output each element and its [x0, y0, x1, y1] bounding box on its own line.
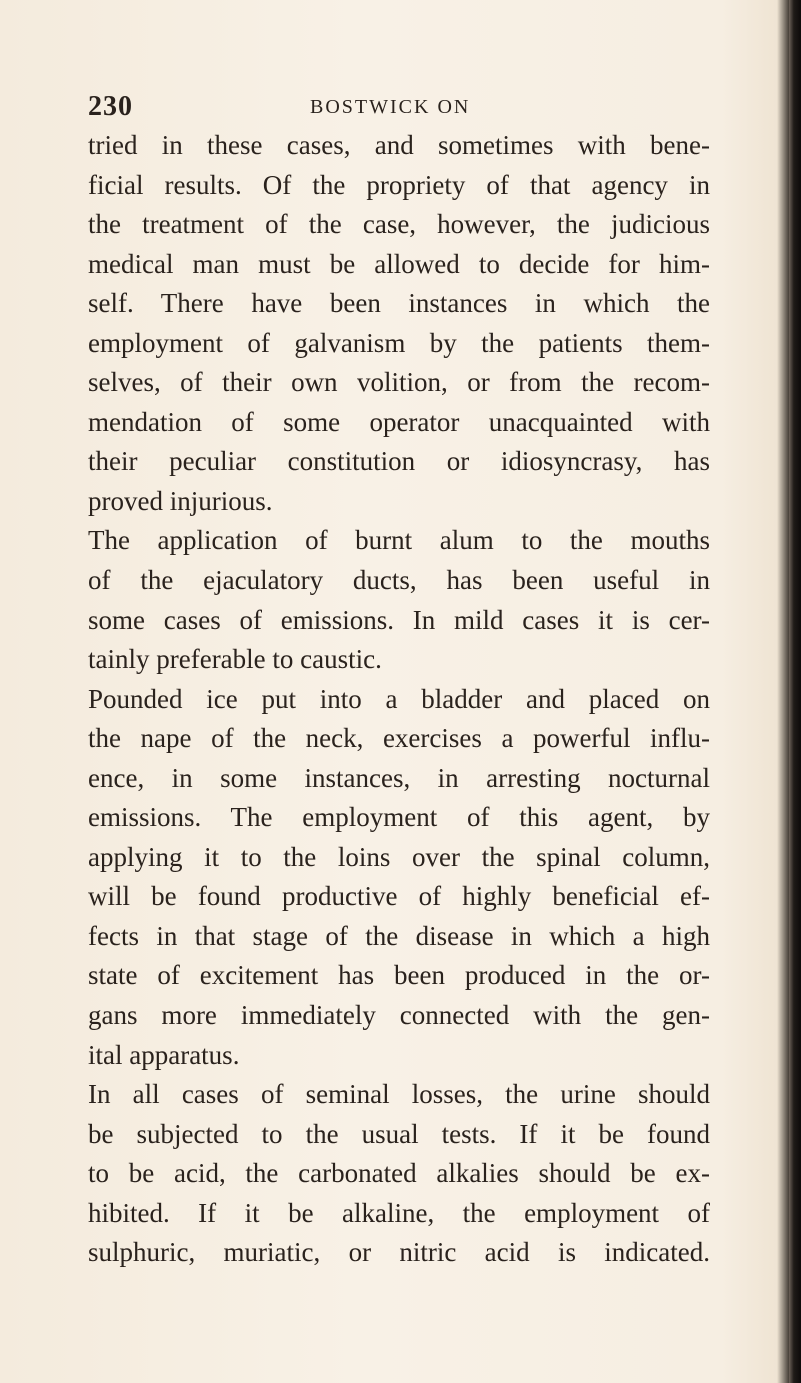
text-line: will be found productive of highly beneficial ef-: [88, 881, 710, 912]
text-line: hibited. If it be alkaline, the employment of: [88, 1197, 710, 1228]
text-line: state of excitement has been produced in the or-: [88, 960, 710, 991]
text-line: The application of burnt alum to the mouths: [88, 525, 710, 556]
text-line: tried in these cases, and sometimes with bene-: [88, 130, 710, 160]
text-line: Pounded ice put into a bladder and placed on: [88, 683, 710, 714]
text-line: mendation of some operator unacquainted with: [88, 406, 710, 437]
text-line: employment of galvanism by the patients them-: [88, 327, 710, 358]
text-line: the nape of the neck, exercises a powerful influ-: [88, 723, 710, 754]
text-line: fects in that stage of the disease in which a high: [88, 920, 710, 951]
page-number: 230: [88, 91, 133, 122]
text-line: selves, of their own volition, or from the recom-: [88, 367, 710, 398]
text-line: ital apparatus.: [88, 1039, 240, 1070]
text-line: ficial results. Of the propriety of that agency in: [88, 169, 710, 200]
body-text: [88, 126, 710, 1273]
text-line: In all cases of seminal losses, the urine should: [88, 1079, 710, 1110]
text-line: self. There have been instances in which the: [88, 288, 710, 319]
text-line: tainly preferable to caustic.: [88, 644, 382, 675]
text-line: some cases of emissions. In mild cases it is cer-: [88, 604, 710, 635]
text-line: be subjected to the usual tests. If it be found: [88, 1118, 710, 1149]
text-line: sulphuric, muriatic, or nitric acid is indicated.: [88, 1237, 710, 1268]
running-head: BOSTWICK ON: [310, 96, 471, 118]
text-line: emissions. The employment of this agent, by: [88, 802, 710, 833]
text-line: applying it to the loins over the spinal column,: [88, 841, 710, 872]
page-header: [88, 91, 688, 123]
page-binding-edge: [789, 0, 801, 1383]
text-line: of the ejaculatory ducts, has been useful in: [88, 565, 710, 596]
text-line: medical man must be allowed to decide for him-: [88, 248, 710, 279]
text-line: ence, in some instances, in arresting nocturnal: [88, 762, 710, 793]
text-line: to be acid, the carbonated alkalies should be ex-: [88, 1158, 710, 1189]
text-line: proved injurious.: [88, 485, 273, 516]
text-line: their peculiar constitution or idiosyncrasy, has: [88, 446, 710, 477]
text-line: gans more immediately connected with the gen-: [88, 1000, 710, 1031]
text-line: the treatment of the case, however, the judicious: [88, 209, 710, 240]
